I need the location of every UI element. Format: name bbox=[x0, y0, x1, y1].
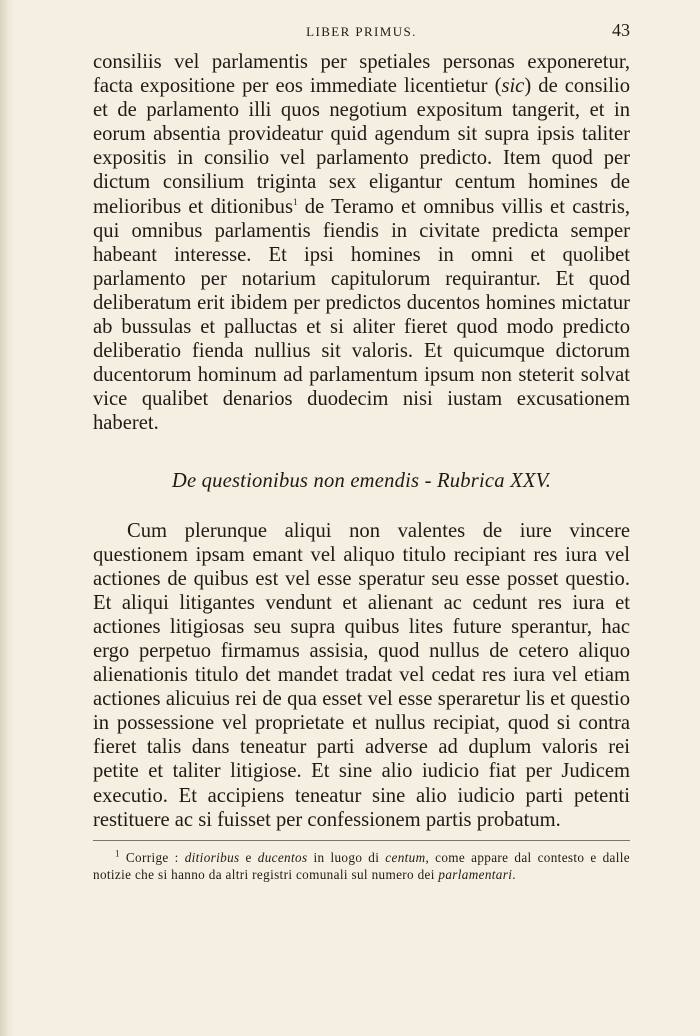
paragraph-continuation bbox=[93, 50, 630, 436]
footnote-text: . bbox=[512, 866, 516, 882]
rubric-heading: De questionibus non emendis - Rubrica XXV. bbox=[171, 469, 552, 492]
footnote-text: in luogo di bbox=[307, 849, 386, 865]
footnote-reference[interactable]: 1 bbox=[292, 196, 298, 207]
running-head bbox=[93, 20, 630, 50]
running-title: LIBER PRIMUS. bbox=[306, 24, 417, 39]
footnote bbox=[93, 849, 630, 883]
footnote-divider bbox=[93, 840, 630, 841]
footnote-term: ducentos bbox=[257, 849, 308, 865]
footnote-term: parlamentari bbox=[438, 866, 513, 882]
footnote-text: e bbox=[239, 849, 258, 865]
book-page bbox=[93, 20, 630, 883]
footnote-mark: 1 bbox=[115, 848, 120, 859]
sic-annotation: sic bbox=[501, 75, 525, 98]
paragraph-1-text-a: consiliis vel parlamentis per spetiales personas exponeretur, facta expositione per eos immediate licentietur ( bbox=[93, 51, 630, 98]
footnote-prefix: Corrige : bbox=[119, 849, 185, 865]
footnote-term: centum bbox=[385, 849, 426, 865]
page-gutter-shadow bbox=[0, 0, 14, 1036]
page-number: 43 bbox=[612, 20, 630, 40]
paragraph-1-text-c: de Teramo et omnibus villis et castris, qui omnibus parlamentis fiendis in civitate predicta semper habeant interesse. Et ipsi homines in omni et quolibet parlamento per notarium capitulorum requirantur. Et quod deliberatum erit ibidem per predictos ducentos homines mictatur ab bussulas et palluctas et si aliter fieret quod modo predicto deliberatio fienda nullius sit valoris. Et quicumque dictorum ducentorum hominum ad parlamentum ipsum non steterit solvat vice qualibet denarios duodecim nisi iustam excusationem haberet. bbox=[93, 195, 630, 435]
paragraph-1-text-b: ) de consilio et de parlamento illi quos negotium expositum tangerit, et in eorum absentia provideatur quid agendum sit supra ipsis taliter expositis in consilio vel parlamento predicto. Item quod per dictum consilium triginta sex eligantur centum homines de melioribus et ditionibus bbox=[93, 75, 630, 218]
footnote-term: ditioribus bbox=[184, 849, 240, 865]
rubric-paragraph: Cum plerunque aliqui non valentes de iure vincere questionem ipsam emant vel aliquo titulo recipiant res iura vel actiones de quibus est vel esse speratur seu esse posset questio. Et aliqui litigantes vendunt et alienant ac cedunt res iura et actiones litigiosas seu supra quibus lites future sperantur, hac ergo perpetuo firmamus assisia, quod nullus de cetero aliquo alienationis titulo det mandet tradat vel cedat res iura vel etiam actiones alicuius rei de qua esset vel esse speraretur lis et questio in possessione vel proprietate et nullus recipiat, quod si contra fieret talis dans teneatur parti adverse ad duplum valoris rei petite et taliter litigiose. Et sine alio iudicio fiat per Judicem executio. Et accipiens teneatur sine alio iudicio parti petenti restituere ac si fuisset per confessionem partis probatum. bbox=[93, 519, 630, 831]
footnote-text: , come appare dal contesto e dalle notizie che si hanno da altri registri comunali sul numero dei bbox=[93, 849, 630, 882]
